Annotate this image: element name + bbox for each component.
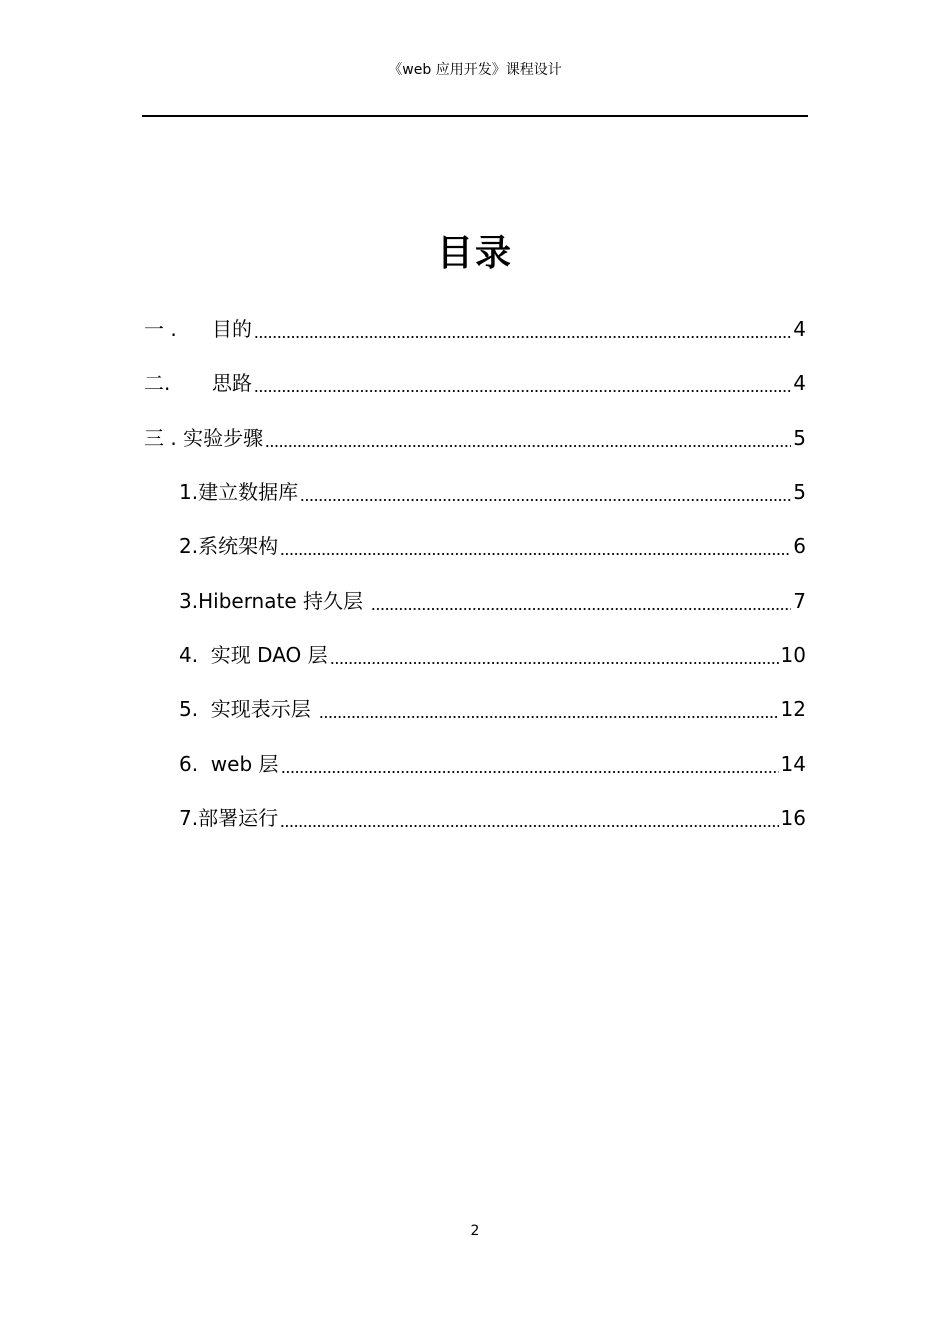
- toc-entry-page: 7: [793, 588, 806, 613]
- page-number: 2: [470, 1223, 480, 1239]
- toc-entry-page: 14: [780, 751, 806, 776]
- toc-entry-label: 思路: [212, 371, 252, 396]
- toc-entry-architecture[interactable]: [144, 528, 806, 582]
- table-of-contents: [144, 311, 806, 854]
- toc-entry-label: 建立数据库: [198, 480, 299, 505]
- toc-dot-leader: [300, 474, 791, 502]
- toc-entry-page: 4: [793, 317, 806, 341]
- toc-entry-deploy[interactable]: [144, 800, 806, 854]
- toc-entry-dao[interactable]: [144, 637, 806, 691]
- toc-dot-leader: [254, 365, 791, 393]
- toc-entry-database[interactable]: [144, 474, 806, 528]
- toc-entry-number: 6.: [179, 751, 211, 776]
- toc-entry-number: 7.: [179, 806, 199, 831]
- toc-entry-page: 5: [793, 425, 806, 450]
- toc-entry-label: 系统架构: [198, 534, 279, 559]
- toc-entry-steps[interactable]: [144, 420, 806, 474]
- toc-entry-number: 5.: [179, 697, 211, 722]
- toc-dot-leader: [280, 800, 778, 828]
- toc-entry-label: 实验步骤: [183, 425, 264, 450]
- toc-entry-page: 12: [780, 697, 806, 722]
- toc-entry-page: 5: [793, 480, 806, 505]
- page-header: 《web 应用开发》课程设计: [388, 62, 562, 78]
- toc-entry-label: 目的: [212, 317, 252, 341]
- toc-entry-purpose[interactable]: [144, 311, 806, 365]
- toc-entry-label: web 层: [210, 751, 279, 776]
- toc-entry-number: 2.: [179, 534, 199, 559]
- toc-dot-leader: [254, 311, 791, 339]
- toc-entry-approach[interactable]: [144, 365, 806, 419]
- toc-entry-label: 部署运行: [198, 806, 279, 831]
- toc-entry-number: 3.: [179, 588, 199, 613]
- toc-entry-number: 4.: [179, 643, 211, 668]
- toc-entry-page: 6: [793, 534, 806, 559]
- toc-entry-number: 一 .: [144, 317, 177, 341]
- toc-entry-web-layer[interactable]: [144, 746, 806, 800]
- toc-dot-leader: [371, 583, 791, 611]
- toc-entry-label: 实现表示层: [210, 697, 318, 722]
- toc-entry-label: Hibernate 持久层: [198, 588, 370, 613]
- toc-entry-number: 二.: [144, 371, 171, 396]
- toc-dot-leader: [280, 528, 791, 556]
- toc-entry-page: 4: [793, 371, 806, 396]
- toc-entry-hibernate[interactable]: [144, 583, 806, 637]
- toc-entry-page: 16: [780, 806, 806, 831]
- toc-dot-leader: [265, 420, 791, 448]
- toc-entry-number: 三 .: [144, 425, 184, 450]
- toc-entry-label: 实现 DAO 层: [210, 643, 328, 668]
- header-divider: [142, 115, 808, 117]
- toc-dot-leader: [281, 746, 779, 774]
- toc-dot-leader: [330, 637, 779, 665]
- toc-entry-page: 10: [780, 643, 806, 668]
- toc-entry-number: 1.: [179, 480, 199, 505]
- toc-dot-leader: [319, 691, 778, 719]
- toc-entry-presentation[interactable]: [144, 691, 806, 745]
- toc-title: 目录: [436, 233, 513, 274]
